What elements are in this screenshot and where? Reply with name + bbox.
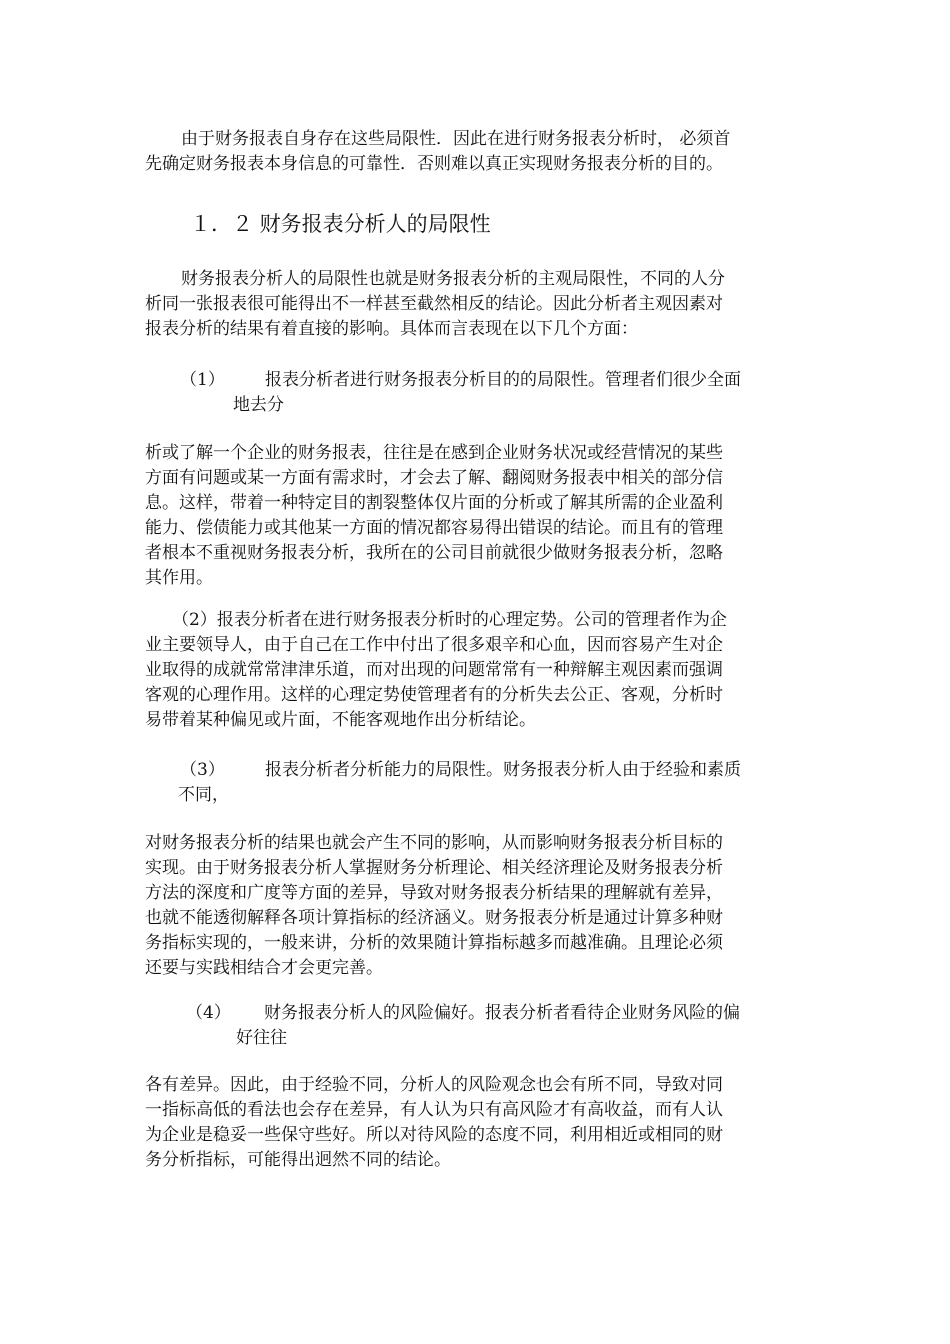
text-line: 方法的深度和广度等方面的差异，导致对财务报表分析结果的理解就有差异， (145, 883, 723, 903)
item-number: （1） (180, 370, 225, 390)
item-3-body (145, 831, 805, 981)
item-number: （3） (180, 760, 225, 780)
item-1-body (145, 441, 805, 591)
text-line: 息。这样，带着一种特定目的割裂整体仅片面的分析或了解其所需的企业盈利 (145, 493, 723, 513)
text-line: 易带着某种偏见或片面，不能客观地作出分析结论。 (145, 710, 536, 730)
text-line: 先确定财务报表本身信息的可靠性．否则难以真正实现财务报表分析的目的。 (145, 154, 723, 174)
text-line: 实现。由于财务报表分析人掌握财务分析理论、相关经济理论及财务报表分析 (145, 858, 723, 878)
item-heading-line: 好往往 (236, 1028, 287, 1048)
item-4-heading (0, 1001, 950, 1051)
text-line: 对财务报表分析的结果也就会产生不同的影响，从而影响财务报表分析目标的 (145, 833, 723, 853)
item-heading-line: 地去分 (233, 395, 284, 415)
text-line: 析同一张报表很可能得出不一样甚至截然相反的结论。因此分析者主观因素对 (145, 294, 723, 314)
item-heading-line: 不同， (178, 785, 229, 805)
text-line: 一指标高低的看法也会存在差异，有人认为只有高风险才有高收益，而有人认 (145, 1100, 723, 1120)
item-1-heading (0, 368, 950, 418)
intro-paragraph (145, 127, 805, 177)
text-line: 财务报表分析人的局限性也就是财务报表分析的主观局限性，不同的人分 (181, 269, 725, 289)
text-line: 客观的心理作用。这样的心理定势使管理者有的分析失去公正、客观，分析时 (145, 685, 723, 705)
item-4-body (145, 1073, 805, 1173)
item-3-heading (0, 758, 950, 808)
text-line: 也就不能透彻解释各项计算指标的经济涵义。财务报表分析是通过计算多种财 (145, 908, 723, 928)
text-line: 务分析指标，可能得出迥然不同的结论。 (145, 1150, 451, 1170)
text-line: 业主要领导人，由于自己在工作中付出了很多艰辛和心血，因而容易产生对企 (145, 635, 723, 655)
text-line: 务指标实现的，一般来讲，分析的效果随计算指标越多而越准确。且理论必须 (145, 933, 723, 953)
section-heading: １．２ 财务报表分析人的局限性 (190, 212, 491, 236)
item-heading-line: 财务报表分析人的风险偏好。报表分析者看待企业财务风险的偏 (264, 1003, 740, 1023)
item-heading-line: 报表分析者进行财务报表分析目的的局限性。管理者们很少全面 (265, 370, 741, 390)
text-line: 还要与实践相结合才会更完善。 (145, 958, 383, 978)
item-number: （4） (186, 1003, 231, 1023)
item-2-paragraph (145, 608, 805, 733)
text-line: 者根本不重视财务报表分析，我所在的公司目前就很少做财务报表分析，忽略 (145, 543, 723, 563)
text-line: 为企业是稳妥一些保守些好。所以对待风险的态度不同，利用相近或相同的财 (145, 1125, 723, 1145)
text-line: 能力、偿债能力或其他某一方面的情况都容易得出错误的结论。而且有的管理 (145, 518, 723, 538)
text-line: 其作用。 (145, 568, 213, 588)
section-intro-paragraph (145, 267, 805, 342)
text-line: 析或了解一个企业的财务报表，往往是在感到企业财务状况或经营情况的某些 (145, 443, 723, 463)
text-line: 由于财务报表自身存在这些局限性．因此在进行财务报表分析时， 必须首 (181, 129, 731, 149)
text-line: 各有差异。因此，由于经验不同，分析人的风险观念也会有所不同，导致对同 (145, 1075, 723, 1095)
text-line: 方面有问题或某一方面有需求时，才会去了解、翻阅财务报表中相关的部分信 (145, 468, 723, 488)
text-line: （2）报表分析者在进行财务报表分析时的心理定势。公司的管理者作为企 (172, 610, 727, 630)
text-line: 业取得的成就常常津津乐道，而对出现的问题常常有一种辩解主观因素而强调 (145, 660, 723, 680)
text-line: 报表分析的结果有着直接的影响。具体而言表现在以下几个方面： (145, 319, 638, 339)
item-heading-line: 报表分析者分析能力的局限性。财务报表分析人由于经验和素质 (265, 760, 741, 780)
